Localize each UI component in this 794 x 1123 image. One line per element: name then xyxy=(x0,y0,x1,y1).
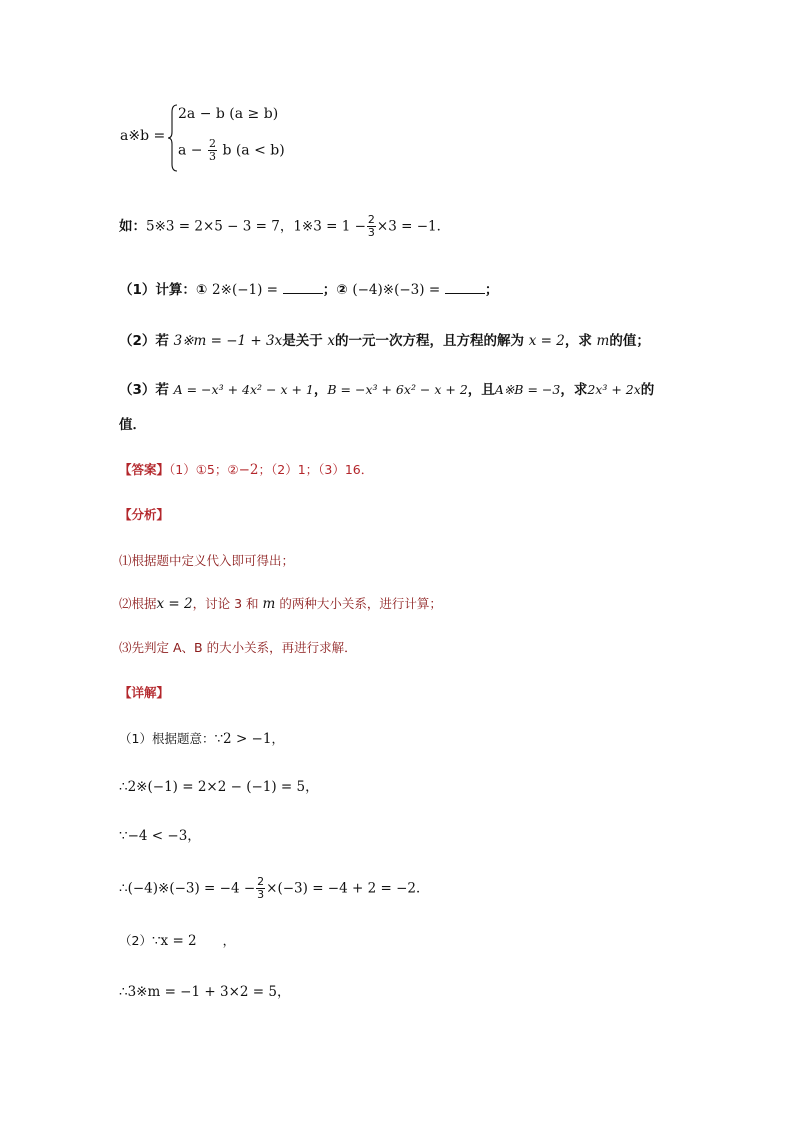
definition-lhs: a※b = xyxy=(120,128,166,144)
detail-s2-end: ， xyxy=(305,779,319,795)
case2-suffix: b (a < b) xyxy=(222,142,285,159)
detail-s5-end: ， xyxy=(222,933,236,948)
detail-s1-label: （1）根据题意： xyxy=(119,731,215,746)
detail-step-1 xyxy=(119,729,284,749)
example-end: ． xyxy=(436,218,451,235)
fraction-two-thirds xyxy=(208,138,217,163)
question-3-cont xyxy=(119,415,146,435)
question-3 xyxy=(119,380,654,400)
analysis-l2-pre: ⑵根据 xyxy=(119,596,157,611)
q3-text-2: ，求 xyxy=(560,382,588,398)
frac-num: 2 xyxy=(257,875,265,888)
analysis-l2-math: x = 2 xyxy=(156,596,193,612)
frac-den: 3 xyxy=(367,226,375,239)
q2-text-3: ，求 xyxy=(564,333,592,349)
example-label: 如： xyxy=(119,218,146,235)
q3-comma: ， xyxy=(313,382,328,398)
answer-label: 【答案】 xyxy=(119,462,170,477)
q1-circle-2: ② xyxy=(336,282,348,298)
example-2-prefix: 1※3 = 1 − xyxy=(293,218,366,235)
q3-expr-A: A = −x³ + 4x² − x + 1 xyxy=(173,382,314,397)
q2-var-m: m xyxy=(596,333,610,349)
q3-condition: A※B = −3 xyxy=(494,382,561,397)
detail-s6-math: ∴3※m = −1 + 3×2 = 5 xyxy=(119,984,277,1000)
frac-num: 2 xyxy=(367,213,375,226)
q2-label: （2）若 xyxy=(119,333,169,349)
q3-label: （3）若 xyxy=(119,382,169,398)
q2-expr: 3※m = −1 + 3x xyxy=(173,333,283,349)
answer-body: （1）①5；② xyxy=(169,462,239,477)
q2-solution: x = 2 xyxy=(528,333,565,349)
detail-step-6 xyxy=(119,982,290,1002)
q1-answer-blank-1[interactable] xyxy=(283,279,323,294)
detail-s4-fraction xyxy=(256,876,265,901)
definition-case1: 2a − b (a ≥ b) xyxy=(178,106,279,122)
detail-s4-post: ×(−3) = −4 + 2 = −2 xyxy=(266,880,416,897)
definition-piecewise xyxy=(120,104,300,176)
example-sep: ， xyxy=(279,218,294,235)
detail-s1-end: ， xyxy=(271,731,284,746)
detail-s2-math: ∴2※(−1) = 2×2 − (−1) = 5 xyxy=(119,779,306,795)
example-2-suffix: ×3 = −1 xyxy=(376,218,437,235)
analysis-line-1: ⑴根据题中定义代入即可得出； xyxy=(119,553,295,568)
analysis-heading: 【分析】 xyxy=(119,507,170,522)
q3-target: 2x³ + 2x xyxy=(587,382,641,397)
detail-step-5 xyxy=(119,931,235,951)
q1-answer-blank-2[interactable] xyxy=(445,279,485,294)
q1-expr-2: (−4)※(−3) = xyxy=(352,282,441,298)
frac-den: 3 xyxy=(208,150,216,163)
question-1 xyxy=(119,279,498,300)
analysis-line-3: ⑶先判定 A、B 的大小关系，再进行求解． xyxy=(119,640,357,655)
detail-s5-label: （2） xyxy=(119,933,152,948)
example-1: 5※3 = 2×5 − 3 = 7 xyxy=(146,218,280,235)
frac-den: 3 xyxy=(257,888,265,901)
detail-s3-math: ∵−4 < −3 xyxy=(119,828,188,844)
answer-rest: ；（2）1；（3）16． xyxy=(258,462,374,477)
detail-s3-end: ， xyxy=(187,828,201,844)
q1-semicolon: ； xyxy=(322,282,337,298)
detail-s4-pre: ∴(−4)※(−3) = −4 − xyxy=(119,880,256,897)
q3-expr-B: B = −x³ + 6x² − x + 2 xyxy=(327,382,468,397)
detail-step-3 xyxy=(119,826,201,846)
answer-line xyxy=(119,460,373,480)
q3-continuation: 值． xyxy=(119,417,146,433)
left-brace-icon xyxy=(168,104,178,172)
q2-text-4: 的值； xyxy=(609,333,650,349)
q3-text-3: 的 xyxy=(640,382,655,398)
detail-s1-math: ∵2 > −1 xyxy=(214,731,272,747)
detail-step-2 xyxy=(119,777,319,797)
answer-value: −2 xyxy=(238,462,259,478)
question-2 xyxy=(119,331,650,351)
analysis-l2-mid: ，讨论 3 和 xyxy=(192,596,259,611)
detail-s5-math: ∵x = 2 xyxy=(151,933,197,949)
analysis-l2-var: m xyxy=(262,596,276,612)
detail-heading: 【详解】 xyxy=(119,685,170,700)
q2-text-1: 是关于 xyxy=(282,333,323,349)
q2-text-2: 的一元一次方程，且方程的解为 xyxy=(335,333,525,349)
example-fraction xyxy=(367,214,376,239)
analysis-l2-post: 的两种大小关系，进行计算； xyxy=(279,596,442,611)
q3-text-1: ，且 xyxy=(467,382,495,398)
q1-end: ； xyxy=(484,282,499,298)
detail-step-4 xyxy=(119,876,430,901)
definition-case2 xyxy=(178,138,285,163)
example-line xyxy=(119,214,450,239)
q1-expr-1: 2※(−1) = xyxy=(212,282,278,298)
q1-circle-1: ① xyxy=(195,282,208,298)
analysis-line-2 xyxy=(119,594,442,614)
frac-num: 2 xyxy=(208,137,216,150)
detail-s4-end: ． xyxy=(416,880,430,897)
q1-label: （1）计算： xyxy=(119,282,196,298)
case2-prefix: a − xyxy=(178,142,203,159)
detail-s6-end: ， xyxy=(276,984,291,1000)
q2-var-x: x xyxy=(327,333,336,349)
